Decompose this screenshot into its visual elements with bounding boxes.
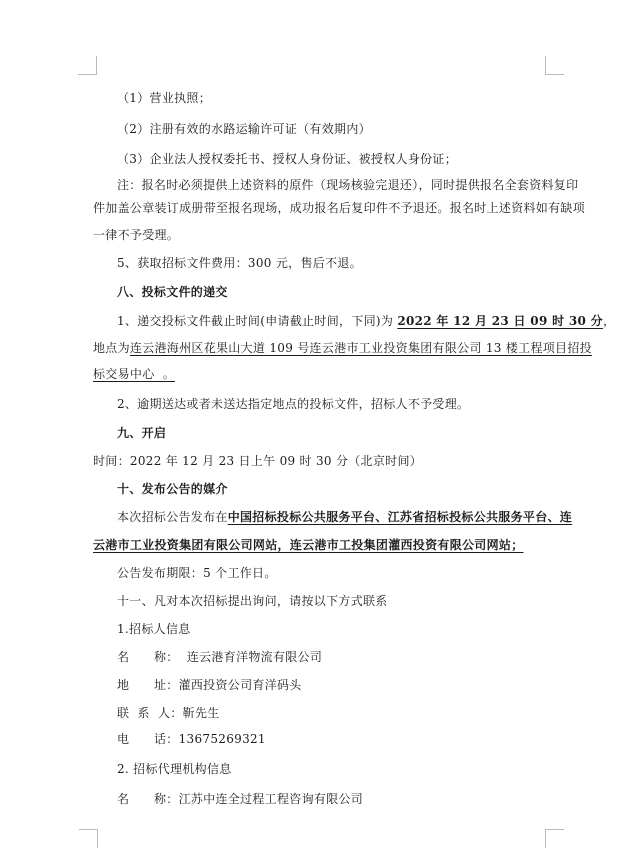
- text-line-23: 联 系 人：靳先生: [117, 706, 220, 720]
- text-line-6: 一律不予受理。: [93, 228, 180, 242]
- text-line-5: 件加盖公章装订成册带至报名现场，成功报名后复印件不予退还。报名时上述资料如有缺项: [93, 201, 586, 215]
- text-line-13: 九、开启: [117, 426, 167, 440]
- text-line-3: （3）企业法人授权委托书、授权人身份证、被授权人身份证；: [117, 152, 458, 166]
- text-line-24: 电 话：13675269321: [117, 732, 266, 746]
- text-boundary-mark-bottom-right: [545, 829, 564, 848]
- text-line-15: 十、发布公告的媒介: [117, 482, 228, 496]
- text-boundary-mark-bottom-left: [79, 829, 98, 848]
- text-line-20: 1.招标人信息: [117, 622, 191, 636]
- text-line-8: 八、投标文件的递交: [117, 285, 228, 299]
- text-line-7: 5、获取招标文件费用：300 元，售后不退。: [117, 256, 362, 270]
- text-line-25: 2. 招标代理机构信息: [117, 762, 232, 776]
- text-line-21: 名 称： 连云港育洋物流有限公司: [117, 650, 323, 664]
- text-line-18: 公告发布期限：5 个工作日。: [117, 566, 277, 580]
- text-line-11: 标交易中心 。: [93, 367, 176, 381]
- text-line-9: 1、递交投标文件截止时间(申请截止时间，下同)为 2022 年 12 月 23 日 09 时 30 分，: [117, 314, 616, 328]
- text-line-1: （1）营业执照；: [117, 91, 212, 105]
- text-line-26: 名 称：江苏中连全过程工程咨询有限公司: [117, 792, 364, 806]
- text-line-16: 本次招标公告发布在中国招标投标公共服务平台、江苏省招标投标公共服务平台、连: [117, 510, 573, 524]
- text-line-2: （2）注册有效的水路运输许可证（有效期内）: [117, 122, 371, 136]
- text-line-22: 地 址：灌西投资公司育洋码头: [117, 678, 302, 692]
- text-boundary-mark-top-right: [545, 56, 564, 75]
- text-boundary-mark-top-left: [78, 56, 97, 75]
- text-line-12: 2、逾期送达或者未送达指定地点的投标文件，招标人不予受理。: [117, 397, 470, 411]
- text-line-10: 地点为连云港海州区花果山大道 109 号连云港市工业投资集团有限公司 13 楼工程项目招投: [93, 341, 592, 355]
- text-line-14: 时间：2022 年 12 月 23 日上午 09 时 30 分（北京时间）: [93, 454, 423, 468]
- text-line-19: 十一、凡对本次招标提出询问，请按以下方式联系: [117, 594, 388, 608]
- text-line-4: 注：报名时必须提供上述资料的原件（现场核验完退还），同时提供报名全套资料复印: [117, 178, 579, 192]
- text-line-17: 云港市工业投资集团有限公司网站，连云港市工投集团灌西投资有限公司网站；: [93, 538, 524, 552]
